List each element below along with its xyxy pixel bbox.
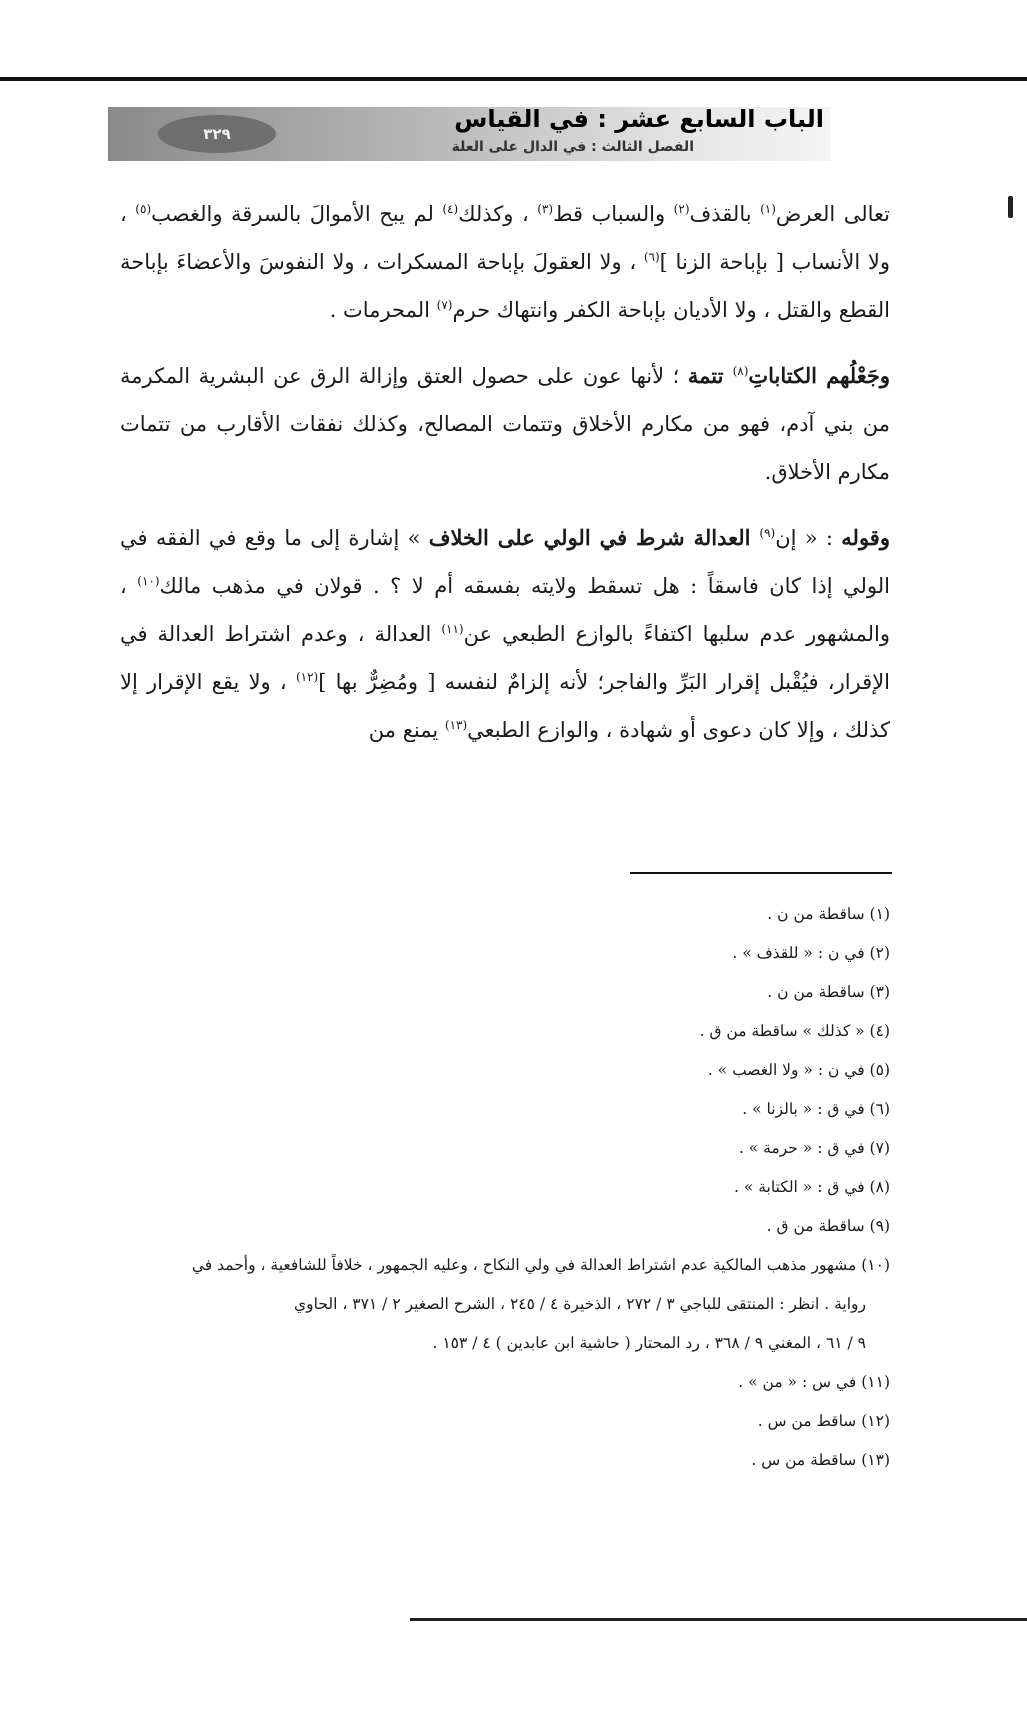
footnote-separator [630,872,892,874]
footnote: (١٣) ساقطة من س . [751,1451,890,1469]
margin-mark [1008,196,1013,218]
bold-term: تتمة [687,363,733,388]
footnote-ref: (١٣) [444,718,468,732]
text-run: » إشارة إلى ما وقع في الفقه في الولي إذا كان فاسقاً : هل تسقط ولايته بفسقه أم لا ؟ . قولان في مذهب مالك [120,526,891,598]
text-run: يمنع من [368,718,445,742]
footnote-ref: (٥) [135,202,152,216]
footnote: (٢) في ن : « للقذف » . [732,944,890,962]
text-run: ، ولا العقولَ بإباحة المسكرات ، ولا النفوسَ والأعضاءَ بإباحة القطع والقتل ، ولا الأديان بإباحة الكفر وانتهاك حرم [120,250,890,322]
page-number: ٣٢٩ [158,115,276,153]
footnote-ref: (٤) [442,202,459,216]
footnote: (٤) « كذلك » ساقطة من ق . [699,1022,890,1040]
footnote: (٩) ساقطة من ق . [766,1217,890,1235]
bold-quote: العدالة شرط في الولي على الخلاف [428,525,760,550]
text-run: بالقذف [689,202,761,226]
footnote: (٣) ساقطة من ن . [767,983,890,1001]
text-run: ، والمشهور عدم سلبها اكتفاءً بالوازع الطبعي عن [120,574,891,646]
footnote-10-continued: ٩ / ٦١ ، المغني ٩ / ٣٦٨ ، رد المحتار ( حاشية ابن عابدين ) ٤ / ١٥٣ . [432,1334,866,1352]
footnote-ref: (٨) [732,364,749,378]
footnote: (١١) في س : « من » . [738,1373,890,1391]
footnote: (٥) في ن : « ولا الغصب » . [707,1061,890,1079]
text-run: لم يبح الأموالَ بالسرقة والغصب [151,202,443,226]
footnote-ref: (١) [760,202,776,216]
footnote-ref: (١٠) [137,574,160,588]
running-header [108,103,830,165]
footnote-ref: (٩) [759,526,776,540]
section-title: الفصل الثالث : في الدال على العلة [451,139,694,155]
footnote: (١٢) ساقط من س . [757,1412,890,1430]
paragraph-1 [120,190,890,334]
footnote-ref: (٢) [673,202,690,216]
footnote: (١) ساقطة من ن . [767,905,890,923]
footnote: (٧) في ق : « حرمة » . [738,1139,890,1157]
text-run: العدالة ، وعدم اشتراط العدالة في الإقرار، فيُقْبل إقرار البَرِّ والفاجر؛ لأنه إلزامٌ لنفسه [ ومُضِرٌّ بها ] [120,622,890,694]
paragraph-3 [120,514,890,754]
chapter-title: الباب السابع عشر : في القياس [454,105,824,133]
top-rule [0,77,1027,81]
text-run: ، وكذلك [458,202,538,226]
paragraph-2 [120,352,890,496]
footnotes [120,895,890,1480]
text-run: ، ولا الأنساب [ بإباحة الزنا ] [120,202,890,274]
footnote-ref: (٣) [537,202,554,216]
text-run: والسباب قط [553,202,674,226]
footnote-10-continued: رواية . انظر : المنتقى للباجي ٣ / ٢٧٢ ، الذخيرة ٤ / ٢٤٥ ، الشرح الصغير ٢ / ٣٧١ ، الحاوي [294,1295,866,1313]
text-run: ؛ لأنها عون على حصول العتق وإزالة الرق عن البشرية المكرمة من بني آدم، فهو من مكارم الأخلاق وتتمات المصالح، وكذلك نفقات الأقارب من تتمات مكارم الأخلاق. [120,364,890,484]
main-text [120,190,890,772]
footnote: (٨) في ق : « الكتابة » . [733,1178,890,1196]
text-run: ، ولا يقع الإقرار إلا كذلك ، وإلا كان دعوى أو شهادة ، والوازع الطبعي [120,670,890,742]
bold-term: وقوله [841,525,890,550]
footnote-ref: (١٢) [295,670,319,684]
bottom-rule [410,1618,1027,1621]
footnote-ref: (٧) [436,298,453,312]
footnote-10: (١٠) مشهور مذهب المالكية عدم اشتراط العدالة في ولي النكاح ، وعليه الجمهور ، خلافاً للشافعية ، وأحمد في [191,1256,890,1274]
bold-term: وجَعْلُهم الكتاباتِ [748,363,890,388]
footnote-ref: (١١) [441,622,464,636]
text-run: المحرمات . [329,298,437,322]
text-run: : « إن [775,526,842,550]
text-run: تعالى العرض [775,202,891,226]
footnote-ref: (٦) [643,250,660,264]
footnote: (٦) في ق : « بالزنا » . [742,1100,890,1118]
